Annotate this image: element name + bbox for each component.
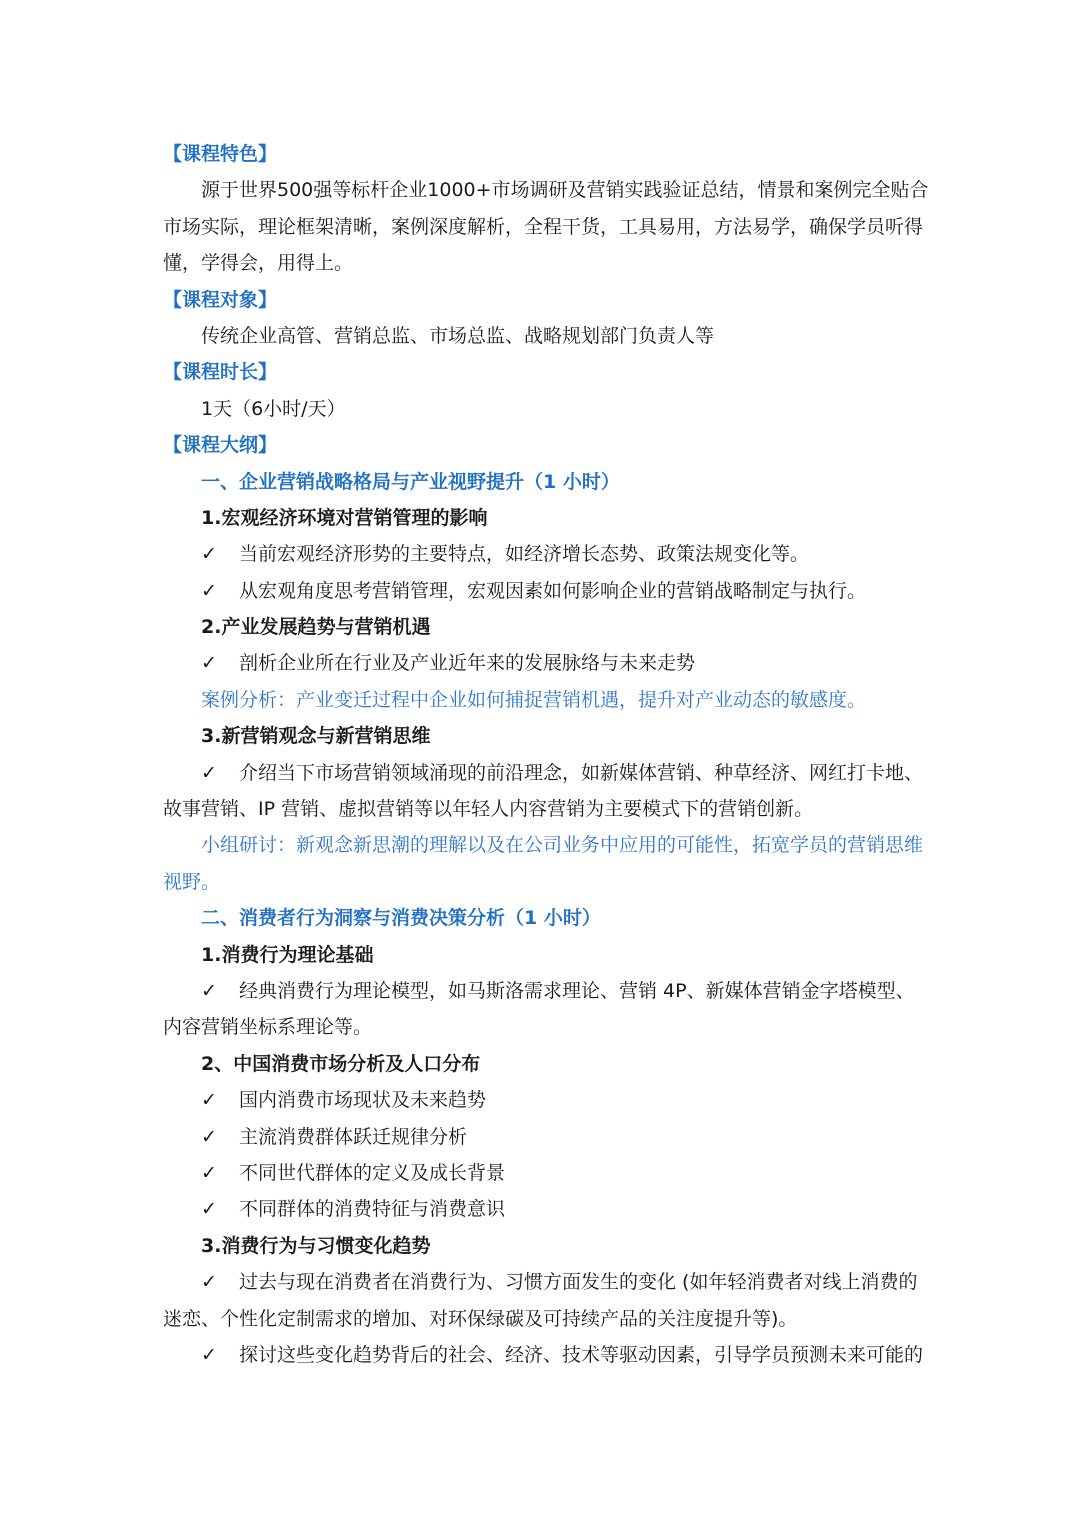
features-text-line-2: 市场实际，理论框架清晰，案例深度解析，全程干货，工具易用，方法易学，确保学员听得 [163, 215, 924, 238]
checkmark-icon: ✓ [201, 1125, 217, 1148]
checkmark-icon: ✓ [201, 579, 217, 602]
checkmark-icon: ✓ [201, 1161, 217, 1184]
checkmark-icon: ✓ [201, 543, 217, 566]
features-text-line-1: 源于世界500强等标杆企业1000+市场调研及营销实践验证总结，情景和案例完全贴合 [201, 179, 929, 202]
audience-text: 传统企业高管、营销总监、市场总监、战略规划部门负责人等 [201, 324, 715, 347]
checkmark-icon: ✓ [201, 652, 217, 675]
checkmark-icon: ✓ [201, 1089, 217, 1112]
part1-s3-note-line-2: 视野。 [163, 870, 221, 893]
bullet-text: 不同世代群体的定义及成长背景 [239, 1161, 506, 1184]
checkmark-icon: ✓ [201, 761, 217, 784]
duration-heading: 【课程时长】 [163, 361, 278, 384]
bullet-text: 剖析企业所在行业及产业近年来的发展脉络与未来走势 [239, 652, 696, 675]
part2-s3-bullet-1-line-2: 迷恋、个性化定制需求的增加、对环保绿碳及可持续产品的关注度提升等)。 [163, 1307, 798, 1330]
bullet-text: 当前宏观经济形势的主要特点，如经济增长态势、政策法规变化等。 [239, 543, 810, 566]
outline-heading: 【课程大纲】 [163, 434, 278, 457]
audience-heading: 【课程对象】 [163, 288, 278, 311]
part1-s3-title: 3.新营销观念与新营销思维 [201, 725, 431, 748]
checkmark-icon: ✓ [201, 979, 217, 1002]
part2-s2-bullet-4 [163, 1191, 920, 1227]
bullet-text: 不同群体的消费特征与消费意识 [239, 1198, 506, 1221]
checkmark-icon: ✓ [201, 1271, 217, 1294]
part1-s2-bullet-1 [163, 645, 920, 681]
bullet-text: 探讨这些变化趋势背后的社会、经济、技术等驱动因素，引导学员预测未来可能的 [239, 1343, 924, 1366]
bullet-text: 主流消费群体跃迁规律分析 [239, 1125, 468, 1148]
part2-s1-bullet-1-line-2: 内容营销坐标系理论等。 [163, 1016, 373, 1039]
part2-s3-title: 3.消费行为与习惯变化趋势 [201, 1234, 431, 1257]
part1-s3-bullet-1-line-2: 故事营销、IP 营销、虚拟营销等以年轻人内容营销为主要模式下的营销创新。 [163, 798, 814, 821]
checkmark-icon: ✓ [201, 1198, 217, 1221]
bullet-text: 经典消费行为理论模型，如马斯洛需求理论、营销 4P、新媒体营销金字塔模型、 [239, 979, 915, 1002]
part2-s3-bullet-1-line-1 [163, 1264, 920, 1300]
part1-s2-case-note: 案例分析：产业变迁过程中企业如何捕捉营销机遇，提升对产业动态的敏感度。 [201, 688, 867, 711]
part1-title: 一、企业营销战略格局与产业视野提升（1 小时） [201, 470, 620, 493]
features-text-line-3: 懂，学得会，用得上。 [163, 252, 354, 275]
part1-s2-title: 2.产业发展趋势与营销机遇 [201, 616, 431, 639]
part2-s3-bullet-2-line-1 [163, 1337, 924, 1373]
part1-s1-title: 1.宏观经济环境对营销管理的影响 [201, 506, 488, 529]
bullet-text: 从宏观角度思考营销管理，宏观因素如何影响企业的营销战略制定与执行。 [239, 579, 867, 602]
features-heading: 【课程特色】 [163, 143, 278, 165]
bullet-text: 国内消费市场现状及未来趋势 [239, 1089, 487, 1112]
part1-s1-bullet-1 [163, 536, 920, 572]
part2-s2-bullet-1 [163, 1082, 920, 1118]
part2-s1-bullet-1-line-1 [163, 973, 920, 1009]
part2-s2-title: 2、中国消费市场分析及人口分布 [201, 1052, 481, 1075]
bullet-text: 过去与现在消费者在消费行为、习惯方面发生的变化 (如年轻消费者对线上消费的 [239, 1271, 918, 1294]
duration-text: 1天（6小时/天） [201, 397, 346, 420]
checkmark-icon: ✓ [201, 1343, 217, 1366]
part2-s1-title: 1.消费行为理论基础 [201, 943, 374, 966]
part1-s3-bullet-1-line-1 [163, 755, 924, 791]
part2-s2-bullet-2 [163, 1119, 920, 1155]
part2-s2-bullet-3 [163, 1155, 920, 1191]
bullet-text: 介绍当下市场营销领域涌现的前沿理念，如新媒体营销、种草经济、网红打卡地、 [239, 761, 924, 784]
part1-s3-note-line-1: 小组研讨：新观念新思潮的理解以及在公司业务中应用的可能性，拓宽学员的营销思维 [201, 834, 924, 857]
part2-title: 二、消费者行为洞察与消费决策分析（1 小时） [201, 907, 601, 930]
part1-s1-bullet-2 [163, 573, 920, 609]
